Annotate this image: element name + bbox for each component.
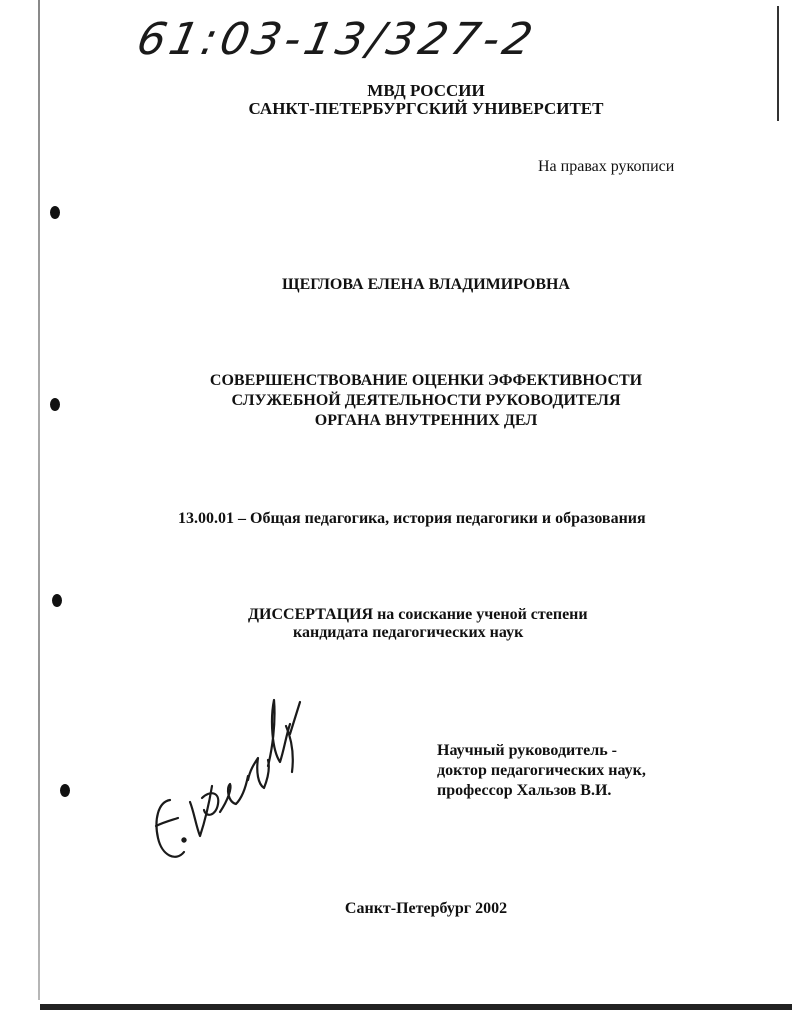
dissertation-line-2: кандидата педагогических наук [293,624,524,641]
ministry-name: МВД РОССИИ [367,81,485,100]
dissertation-line-1-rest: на соискание ученой степени [373,606,588,623]
title-line-1: СОВЕРШЕНСТВОВАНИЕ ОЦЕНКИ ЭФФЕКТИВНОСТИ [209,372,643,389]
punch-hole-3 [52,594,62,607]
title-line-3: ОРГАНА ВНУТРЕННИХ ДЕЛ [314,412,538,429]
punch-hole-4 [60,784,70,797]
left-margin-line [38,0,40,1000]
author-signature [140,680,320,870]
title-line-2: СЛУЖЕБНОЙ ДЕЯТЕЛЬНОСТИ РУКОВОДИТЕЛЯ [231,392,621,409]
place-and-year: Санкт-Петербург 2002 [344,900,508,917]
archive-number: 61:03-13/327-2 [132,14,541,65]
supervisor-line-3: профессор Хальзов В.И. [437,782,612,799]
dissertation-label: ДИССЕРТАЦИЯ [248,606,374,623]
punch-hole-1 [50,206,60,219]
supervisor-line-1: Научный руководитель - [437,742,617,759]
author-name: ЩЕГЛОВА ЕЛЕНА ВЛАДИМИРОВНА [282,276,570,293]
university-name: САНКТ-ПЕТЕРБУРГСКИЙ УНИВЕРСИТЕТ [248,99,604,118]
specialty-code: 13.00.01 – Общая педагогика, история педагогики и образования [178,510,646,527]
manuscript-note: На правах рукописи [538,158,675,175]
bottom-scan-edge [40,1004,792,1010]
supervisor-line-2: доктор педагогических наук, [437,762,646,779]
